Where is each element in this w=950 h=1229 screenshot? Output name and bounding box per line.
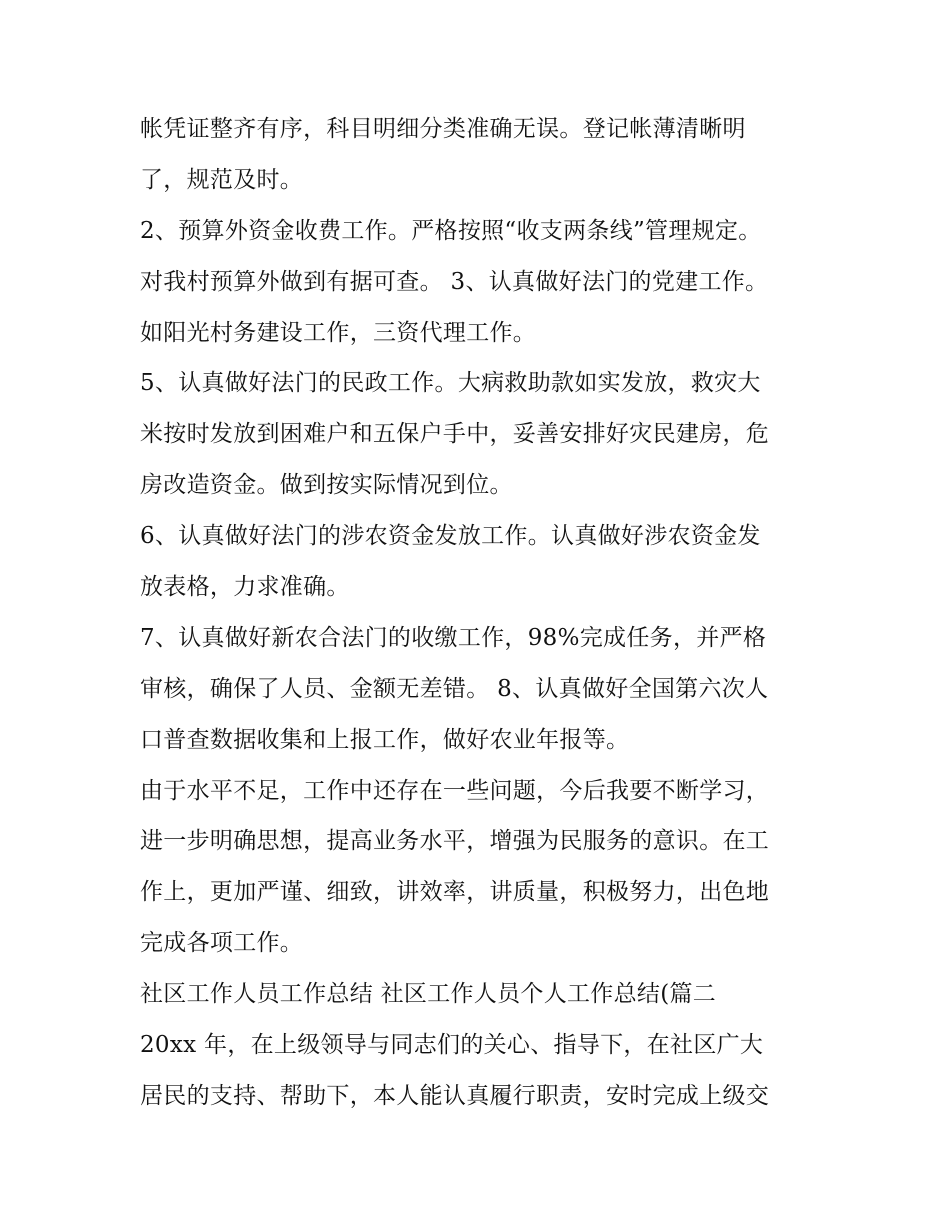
text-line: 帐凭证整齐有序，科目明细分类准确无误。登记帐薄清晰明 bbox=[140, 116, 746, 142]
section-heading: 社区工作人员工作总结 社区工作人员个人工作总结(篇二 bbox=[140, 981, 717, 1008]
text-line: 5、认真做好法门的民政工作。大病救助款如实发放，救灾大 bbox=[140, 370, 761, 397]
text-line: 对我村预算外做到有据可查。 3、认真做好法门的党建工作。 bbox=[140, 268, 769, 295]
text-line: 由于水平不足，工作中还存在一些问题，今后我要不断学习， bbox=[140, 777, 770, 804]
text-line: 进一步明确思想，提高业务水平，增强为民服务的意识。在工 bbox=[140, 828, 770, 855]
text-line: 放表格，力求准确。 bbox=[140, 574, 350, 601]
text-line: 作上，更加严谨、细致，讲效率，讲质量，积极努力，出色地 bbox=[140, 879, 770, 906]
text-line: 完成各项工作。 bbox=[140, 930, 304, 957]
text-line: 7、认真做好新农合法门的收缴工作，98%完成任务，并严格 bbox=[140, 624, 767, 651]
text-line: 居民的支持、帮助下，本人能认真履行职责，安时完成上级交 bbox=[140, 1082, 770, 1109]
document-body bbox=[140, 104, 830, 1122]
text-line: 如阳光村务建设工作，三资代理工作。 bbox=[140, 319, 537, 346]
text-line: 20xx 年，在上级领导与同志们的关心、指导下，在社区广大 bbox=[140, 1032, 764, 1059]
text-line: 审核，确保了人员、金额无差错。 8、认真做好全国第六次人 bbox=[140, 675, 769, 702]
text-line: 房改造资金。做到按实际情况到位。 bbox=[140, 472, 513, 499]
text-line: 了，规范及时。 bbox=[140, 166, 304, 193]
text-line: 2、预算外资金收费工作。严格按照“收支两条线”管理规定。 bbox=[140, 217, 762, 244]
text-line: 口普查数据收集和上报工作，做好农业年报等。 bbox=[140, 726, 630, 753]
text-line: 6、认真做好法门的涉农资金发放工作。认真做好涉农资金发 bbox=[140, 523, 761, 550]
text-line: 米按时发放到困难户和五保户手中，妥善安排好灾民建房，危 bbox=[140, 421, 770, 448]
